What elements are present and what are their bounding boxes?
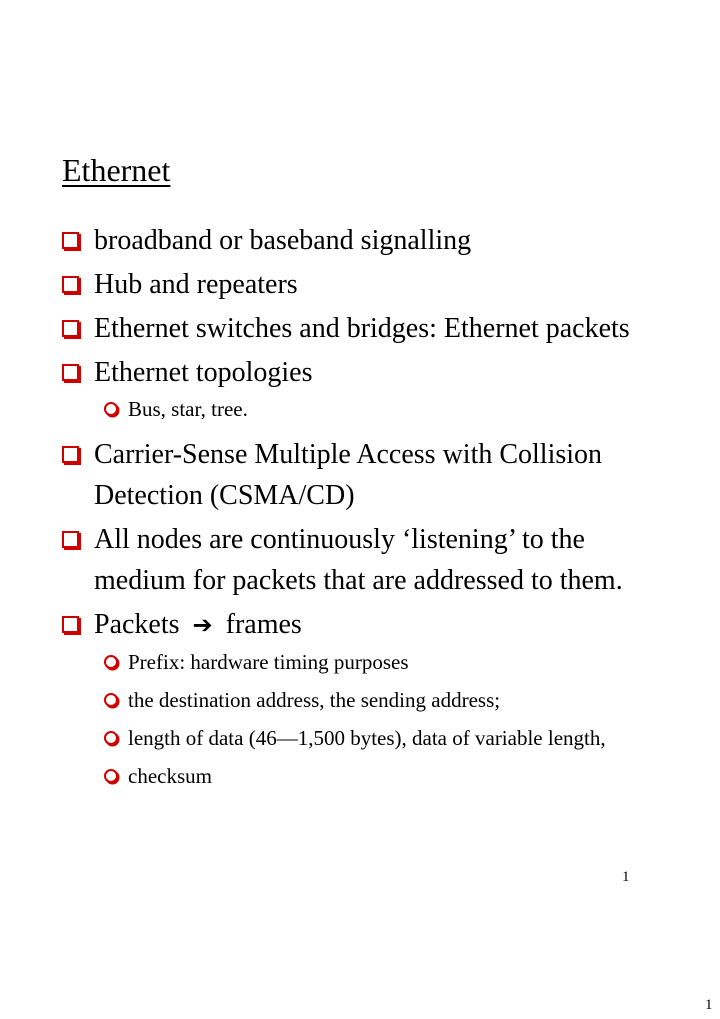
- sub-bullet-text: length of data (46—1,500 bytes), data of variable length,: [128, 726, 606, 750]
- sub-bullet-item: [62, 396, 682, 423]
- square-bullet-icon: [62, 276, 79, 293]
- sub-bullet-item: [62, 687, 682, 714]
- sub-bullet-text: the destination address, the sending address;: [128, 688, 501, 712]
- bullet-text: Hub and repeaters: [94, 269, 298, 300]
- circle-bullet-icon: [104, 655, 118, 669]
- bullet-text-before: Packets: [94, 609, 180, 640]
- circle-bullet-icon: [104, 693, 118, 707]
- sub-bullet-item: [62, 649, 682, 676]
- bullet-item: [62, 519, 682, 601]
- circle-bullet-icon: [104, 402, 118, 416]
- bullet-item: [62, 308, 682, 349]
- square-bullet-icon: [62, 320, 79, 337]
- slide-page-number: 1: [622, 869, 630, 885]
- right-arrow-icon: ➔: [192, 611, 213, 639]
- page-number: 1: [705, 997, 713, 1013]
- sub-bullet-text: Prefix: hardware timing purposes: [128, 650, 409, 674]
- bullet-text: Ethernet switches and bridges: Ethernet packets: [94, 313, 630, 344]
- square-bullet-icon: [62, 446, 79, 463]
- bullet-text-after: frames: [225, 609, 302, 640]
- bullet-item: [62, 604, 682, 646]
- square-bullet-icon: [62, 531, 79, 548]
- bullet-text: Ethernet topologies: [94, 357, 313, 388]
- bullet-item: [62, 220, 682, 261]
- bullet-item: [62, 352, 682, 393]
- sub-bullet-item: [62, 763, 682, 790]
- sub-bullet-text: Bus, star, tree.: [128, 397, 248, 421]
- bullet-text: All nodes are continuously ‘listening’ to the medium for packets that are addressed to them.: [94, 524, 623, 596]
- bullet-text: Carrier-Sense Multiple Access with Collision Detection (CSMA/CD): [94, 439, 603, 511]
- sub-bullet-text: checksum: [128, 764, 212, 788]
- bullet-text: broadband or baseband signalling: [94, 225, 472, 256]
- square-bullet-icon: [62, 364, 79, 381]
- bullet-item: [62, 264, 682, 305]
- square-bullet-icon: [62, 232, 79, 249]
- circle-bullet-icon: [104, 769, 118, 783]
- slide-title: Ethernet: [62, 152, 171, 188]
- square-bullet-icon: [62, 616, 79, 633]
- bullet-list: [62, 220, 682, 801]
- sub-bullet-item: [62, 725, 682, 752]
- circle-bullet-icon: [104, 731, 118, 745]
- bullet-item: [62, 434, 682, 516]
